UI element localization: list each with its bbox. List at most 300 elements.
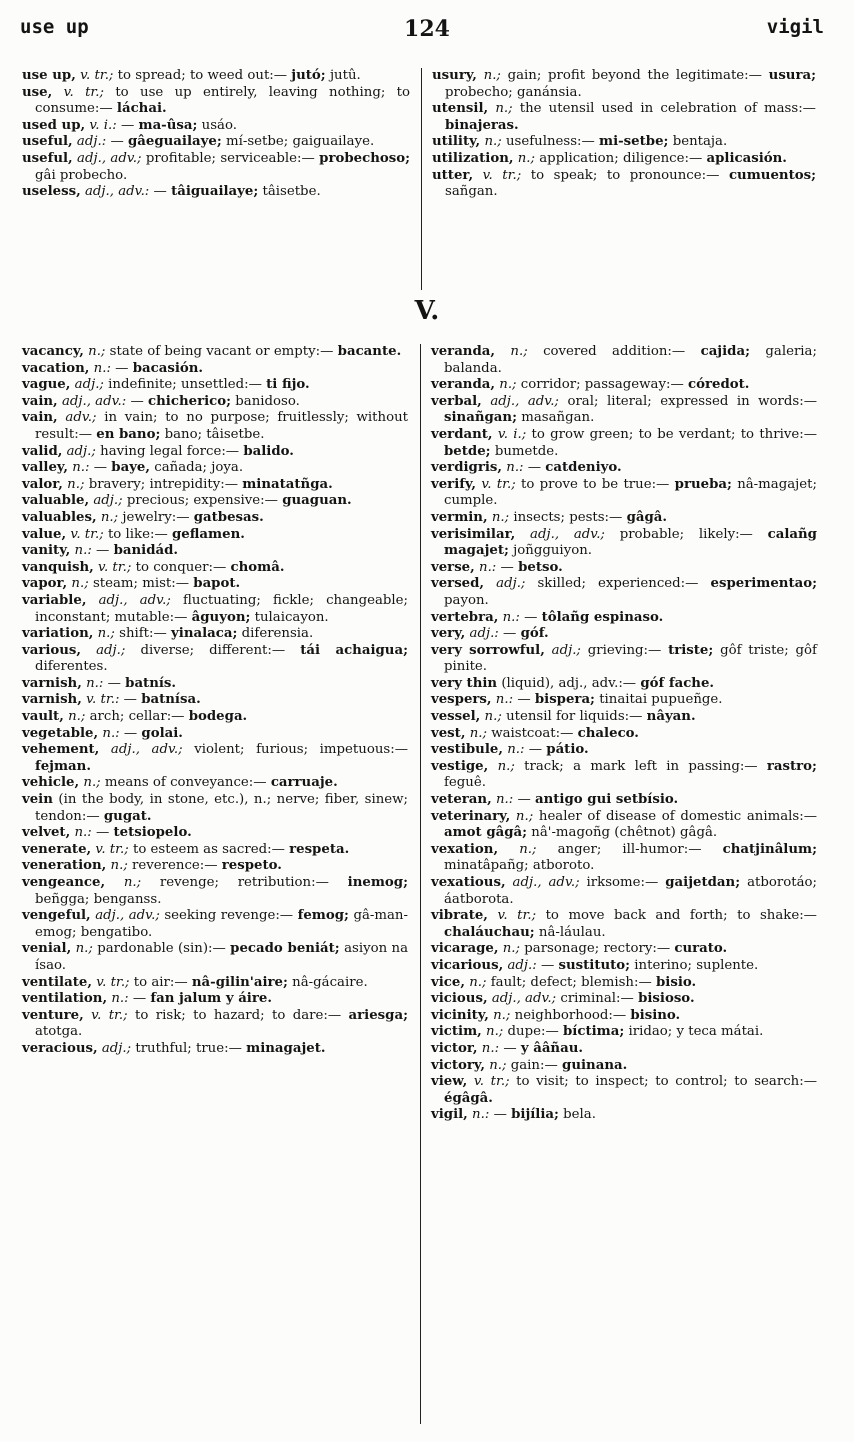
entry-part-of-speech: n.: [507, 742, 525, 758]
entry-part-of-speech: adj.: [76, 134, 107, 150]
entry-part-of-speech: v. tr.; [80, 68, 114, 83]
entry-headword: vest, [431, 725, 466, 741]
entry-definition: — [503, 626, 517, 642]
dictionary-entry [22, 477, 408, 494]
dictionary-entry [431, 1107, 817, 1124]
entry-translation: guinana. [562, 1057, 628, 1073]
entry-part-of-speech: n.; [486, 1024, 504, 1040]
entry-definition: to prove to be true:— [521, 476, 670, 492]
entry-translation: égâgâ. [444, 1090, 493, 1106]
dictionary-entry [431, 510, 817, 527]
entry-definition: grieving:— [587, 642, 662, 658]
entry-definition: — [517, 692, 531, 708]
entry-translation: góf fache. [640, 675, 715, 691]
dictionary-entry [431, 792, 817, 809]
entry-translation: golai. [141, 725, 183, 741]
entry-part-of-speech: adv.; [65, 410, 97, 426]
dictionary-entry [431, 643, 817, 676]
entry-extra-translation: tulaicayon. [254, 609, 329, 625]
entry-headword: vestibule, [431, 742, 503, 758]
entry-part-of-speech: n.; [83, 775, 101, 791]
entry-extra-translation: galeria; balanda. [444, 344, 817, 376]
entry-headword: vain, [22, 393, 58, 409]
entry-part-of-speech: n.; [517, 150, 536, 166]
entry-extra-translation: bela. [563, 1107, 596, 1123]
entry-extra-translation: usáo. [201, 117, 237, 133]
entry-definition: gain; profit beyond the legitimate:— [507, 68, 762, 83]
entry-extra-translation: jutû. [329, 68, 361, 83]
entry-definition: precious; expensive:— [126, 493, 278, 509]
entry-part-of-speech: n.: [102, 725, 120, 741]
entry-extra-translation: tinaitai pupueñge. [599, 692, 723, 708]
entry-translation: antigo gui setbísio. [535, 792, 679, 808]
entry-translation: tetsiopelo. [113, 825, 192, 841]
entry-headword: vegetable, [22, 725, 99, 741]
entry-translation: bíctima; [563, 1024, 625, 1040]
entry-extra-translation: minatâpañg; atboroto. [444, 858, 595, 874]
entry-headword: vicarage, [431, 941, 499, 957]
dictionary-entry [22, 692, 408, 709]
entry-extra-translation: bano; tâisetbe. [164, 426, 265, 442]
entry-definition: to air:— [133, 974, 188, 990]
dictionary-entry [22, 908, 408, 941]
entry-part-of-speech: n.; [489, 1057, 507, 1073]
entry-headword: vague, [22, 377, 71, 393]
entry-translation: balido. [243, 443, 294, 459]
entry-definition: means of conveyance:— [104, 775, 267, 791]
entry-definition: — [493, 1107, 507, 1123]
entry-part-of-speech: n.; [100, 509, 119, 525]
entry-part-of-speech: adj.; [93, 493, 123, 509]
entry-headword: use up, [22, 68, 76, 83]
entry-definition: dupe:— [507, 1024, 559, 1040]
entry-part-of-speech: n.; [97, 626, 115, 642]
dictionary-entry [431, 759, 817, 792]
entry-translation: minagajet. [246, 1040, 326, 1056]
entry-definition: — [110, 134, 124, 150]
entry-headword: velvet, [22, 825, 71, 841]
entry-extra-translation: atborotáo; áatborota. [444, 875, 817, 907]
entry-headword: vengeance, [22, 875, 106, 890]
section-letter-heading: V. [414, 296, 440, 326]
entry-translation: chomâ. [230, 559, 285, 575]
entry-translation: pecado beniát; [230, 941, 340, 957]
dictionary-entry [431, 427, 817, 460]
entry-headword: vanquish, [22, 559, 94, 575]
entry-part-of-speech: n.: [506, 460, 524, 476]
entry-definition: — [527, 460, 542, 476]
entry-translation: fejman. [35, 758, 91, 774]
entry-translation: bacasión. [132, 360, 204, 376]
dictionary-entry [431, 842, 817, 875]
entry-extra-translation: banidoso. [235, 393, 300, 409]
dictionary-entry [431, 875, 817, 908]
dictionary-entry [431, 1041, 817, 1058]
dictionary-entry [22, 775, 408, 792]
dictionary-entry [22, 460, 408, 477]
entry-definition: to move back and forth; to shake:— [545, 908, 817, 924]
dictionary-entry [431, 560, 817, 577]
entry-definition: utensil for liquids:— [506, 709, 643, 725]
entry-extra-translation: beñgga; benganss. [35, 891, 162, 907]
entry-part-of-speech: n.; [469, 725, 487, 741]
entry-part-of-speech: n.; [123, 875, 142, 890]
entry-extra-translation: interino; suplente. [634, 957, 759, 973]
entry-definition: shift:— [119, 626, 167, 642]
entry-part-of-speech: adj., adv.; [95, 908, 160, 924]
entry-definition: to use up entirely, leaving nothing; to consume:— [35, 84, 410, 117]
entry-extra-translation: diferentes. [35, 659, 108, 675]
entry-headword: vicious, [431, 991, 488, 1007]
entry-headword: victor, [431, 1040, 478, 1056]
entry-headword: veteran, [431, 792, 492, 808]
entry-headword: useful, [22, 150, 73, 166]
entry-part-of-speech: v. tr.; [91, 1007, 128, 1023]
entry-translation: chaleco. [577, 725, 639, 741]
entry-headword: vengeful, [22, 908, 91, 924]
entry-definition: fluctuating; fickle; changeable; inconstant; mutable:— [35, 592, 408, 625]
page-header [0, 16, 854, 48]
entry-extra-translation: mí-setbe; gaiguailaye. [225, 134, 375, 150]
entry-extra-translation: nâ-gácaire. [292, 974, 368, 990]
entry-headword: vacation, [22, 360, 90, 376]
entry-headword: vexation, [431, 841, 499, 857]
entry-part-of-speech: v. tr.: [86, 692, 120, 708]
entry-headword: utilization, [432, 150, 514, 166]
entry-headword: vestige, [431, 758, 489, 774]
entry-translation: nâyan. [646, 709, 696, 725]
dictionary-entry [431, 709, 817, 726]
entry-headword: valley, [22, 460, 68, 476]
dictionary-entry [431, 975, 817, 992]
entry-headword: vanity, [22, 543, 71, 559]
entry-translation: aplicasión. [706, 150, 787, 166]
dictionary-entry [22, 361, 408, 378]
entry-part-of-speech: n.: [74, 543, 92, 559]
dictionary-entry [431, 941, 817, 958]
entry-headword: valuables, [22, 509, 97, 525]
entry-part-of-speech: n.; [483, 68, 501, 83]
entry-part-of-speech: v. tr.; [481, 476, 516, 492]
entry-part-of-speech: adj., adv.; [98, 592, 171, 608]
entry-extra-translation: joñgguiyon. [513, 543, 592, 559]
entry-extra-translation: gâ-man-emog; bengatibo. [35, 908, 408, 940]
entry-translation: tâiguailaye; [171, 184, 259, 200]
entry-translation: bapot. [193, 576, 241, 592]
dictionary-entry [431, 908, 817, 941]
entry-part-of-speech: n.: [72, 460, 90, 476]
entry-translation: calañg magajet; [444, 526, 817, 559]
entry-translation: probechoso; [319, 150, 410, 166]
entry-headword: veterinary, [431, 808, 511, 824]
entry-translation: curato. [674, 941, 728, 957]
entry-translation: respeta. [289, 841, 350, 857]
entry-translation: betde; [444, 443, 491, 459]
entry-part-of-speech: v. tr.; [63, 84, 105, 100]
dictionary-entry [431, 742, 817, 759]
entry-translation: gaijetdan; [665, 875, 741, 890]
entry-definition: pardonable (sin):— [97, 941, 226, 957]
entry-part-of-speech: adj., adv.; [77, 150, 142, 166]
entry-definition: oral; literal; expressed in words:— [567, 393, 818, 409]
dictionary-entry [22, 593, 408, 626]
entry-part-of-speech: n.; [502, 941, 521, 957]
entry-definition: irksome:— [586, 875, 659, 890]
dictionary-entry [431, 809, 817, 842]
header-guide-word-last: vigil [766, 16, 824, 38]
dictionary-entry [431, 676, 817, 693]
dictionary-entry [22, 941, 408, 974]
entry-definition: — [115, 360, 129, 376]
entry-translation: geflamen. [172, 526, 245, 542]
right-column [431, 344, 817, 1124]
entry-extra-translation: nâ'-magoñg (chêtnot) gâgâ. [531, 825, 718, 841]
entry-translation: guaguan. [282, 493, 352, 509]
entry-headword: valor, [22, 476, 63, 492]
dictionary-entry [22, 493, 408, 510]
entry-translation: láchai. [116, 101, 167, 117]
entry-definition: to visit; to inspect; to control; to search:— [516, 1074, 817, 1090]
entry-definition: profitable; serviceable:— [145, 150, 315, 166]
dictionary-entry [22, 85, 410, 118]
entry-definition: seeking revenge:— [164, 908, 294, 924]
entry-headword: used up, [22, 117, 86, 133]
dictionary-entry [431, 626, 817, 643]
entry-translation: ti fijo. [266, 377, 310, 393]
entry-part-of-speech: n.; [88, 344, 106, 359]
entry-definition: usefulness:— [505, 134, 595, 150]
entry-headword: use, [22, 84, 53, 100]
entry-headword: vapor, [22, 576, 68, 592]
entry-headword: vertebra, [431, 609, 499, 625]
entry-definition: — [500, 559, 514, 575]
entry-headword: utility, [432, 134, 481, 150]
entry-part-of-speech: n.; [484, 709, 502, 725]
entry-headword: vessel, [431, 709, 481, 725]
entry-translation: chicherico; [148, 393, 232, 409]
top-right-column [432, 68, 816, 201]
dictionary-entry [22, 626, 408, 643]
entry-translation: bodega. [188, 709, 248, 725]
entry-headword: vacancy, [22, 344, 84, 359]
entry-headword: ventilation, [22, 991, 108, 1007]
dictionary-entry [431, 726, 817, 743]
dictionary-entry [431, 377, 817, 394]
dictionary-entry [22, 643, 408, 676]
entry-translation: banidád. [113, 543, 179, 559]
dictionary-entry [22, 726, 408, 743]
entry-part-of-speech: n.; [510, 344, 528, 359]
entry-headword: vault, [22, 709, 64, 725]
entry-headword: vehicle, [22, 775, 80, 791]
entry-headword: valuable, [22, 493, 90, 509]
dictionary-entry [431, 394, 817, 427]
entry-translation: baye, [111, 460, 151, 476]
dictionary-entry [22, 1008, 408, 1041]
entry-part-of-speech: v. tr.; [497, 908, 537, 924]
dictionary-entry [22, 842, 408, 859]
entry-definition: track; a mark left in passing:— [524, 758, 758, 774]
entry-part-of-speech: n.; [493, 1007, 511, 1023]
entry-definition: probable; likely:— [619, 526, 753, 542]
entry-headword: view, [431, 1074, 468, 1090]
entry-definition: to conquer:— [135, 559, 227, 575]
dictionary-entry [22, 68, 410, 85]
dictionary-entry [22, 975, 408, 992]
entry-definition: truthful; true:— [135, 1040, 242, 1056]
entry-part-of-speech: v. tr.; [98, 559, 132, 575]
entry-definition: — [517, 792, 531, 808]
entry-translation: bacante. [337, 344, 402, 359]
entry-definition: to speak; to pronounce:— [530, 167, 720, 183]
entry-translation: en bano; [96, 426, 161, 442]
entry-part-of-speech: v. tr.; [96, 974, 130, 990]
entry-translation: minatatñga. [242, 476, 333, 492]
dictionary-entry [22, 151, 410, 184]
entry-translation: córedot. [688, 377, 750, 393]
entry-headword: victim, [431, 1024, 482, 1040]
entry-definition: — [153, 184, 167, 200]
entry-translation: respeto. [221, 858, 282, 874]
header-guide-word-first: use up [20, 16, 89, 38]
entry-headword: very sorrowful, [431, 642, 545, 658]
dictionary-entry [431, 991, 817, 1008]
entry-headword: verisimilar, [431, 526, 516, 542]
entry-part-of-speech: adj., adv.; [110, 742, 183, 758]
entry-definition: — [123, 692, 137, 708]
entry-translation: nâ-gilin'aire; [191, 974, 288, 990]
dictionary-entry [431, 1074, 817, 1107]
entry-translation: bijília; [511, 1107, 559, 1123]
dictionary-entry [22, 1041, 408, 1058]
entry-translation: amot gâgâ; [444, 825, 528, 841]
entry-definition: anger; ill-humor:— [557, 841, 702, 857]
entry-definition: — [123, 725, 138, 741]
entry-translation: binajeras. [445, 117, 519, 133]
dictionary-entry [22, 825, 408, 842]
entry-definition: gain:— [510, 1057, 558, 1073]
dictionary-entry [431, 344, 817, 377]
entry-translation: femog; [297, 908, 349, 924]
entry-part-of-speech: adj., adv.; [491, 991, 557, 1007]
entry-translation: góf. [520, 626, 549, 642]
dictionary-entry [431, 527, 817, 560]
entry-translation: pátio. [546, 742, 589, 758]
entry-definition: neighborhood:— [514, 1007, 627, 1023]
entry-headword: verdant, [431, 426, 493, 442]
entry-headword: verify, [431, 476, 477, 492]
entry-part-of-speech: adj.: [507, 957, 537, 973]
entry-definition: to spread; to weed out:— [117, 68, 288, 83]
entry-headword: vein [22, 792, 53, 808]
entry-headword: veneration, [22, 858, 107, 874]
entry-headword: vermin, [431, 509, 488, 525]
entry-definition: — [503, 1040, 517, 1056]
entry-definition: indefinite; unsettled:— [108, 377, 262, 393]
dictionary-entry [431, 1008, 817, 1025]
dictionary-entry [22, 742, 408, 775]
entry-extra-translation: gôf triste; gôf pinite. [444, 642, 817, 675]
entry-part-of-speech: adj.: [469, 626, 499, 642]
entry-headword: vexatious, [431, 875, 506, 890]
entry-extra-translation: sañgan. [445, 184, 498, 200]
dictionary-entry [22, 377, 408, 394]
entry-definition: — [132, 991, 147, 1007]
entry-headword: varnish, [22, 675, 82, 691]
entry-definition: reverence:— [132, 858, 218, 874]
entry-extra-translation: feguê. [444, 775, 486, 791]
entry-headword: vice, [431, 974, 465, 990]
entry-headword: venial, [22, 941, 72, 957]
entry-part-of-speech: n.; [515, 808, 534, 824]
entry-extra-translation: masañgan. [521, 410, 595, 426]
entry-part-of-speech: n.; [469, 974, 487, 990]
entry-translation: triste; [668, 642, 714, 658]
dictionary-entry [432, 68, 816, 101]
entry-definition: in vain; to no purpose; fruitlessly; without result:— [35, 410, 408, 442]
entry-translation: fan jalum y áire. [150, 991, 272, 1007]
entry-part-of-speech: v. tr.; [482, 167, 522, 183]
entry-translation: jutó; [291, 68, 326, 83]
entry-headword: variation, [22, 626, 94, 642]
dictionary-entry [22, 858, 408, 875]
entry-translation: cumuentos; [728, 167, 816, 183]
entry-definition: revenge; retribution:— [159, 875, 329, 890]
entry-part-of-speech: n.: [86, 675, 104, 691]
entry-definition: to risk; to hazard; to dare:— [135, 1007, 342, 1023]
entry-translation: bisioso. [638, 991, 695, 1007]
entry-definition: — [130, 393, 144, 409]
entry-definition: application; diligence:— [539, 150, 703, 166]
entry-part-of-speech: adj., adv.; [512, 875, 580, 890]
entry-translation: sinañgan; [444, 410, 517, 426]
entry-part-of-speech: n.; [110, 858, 128, 874]
entry-headword: verse, [431, 559, 475, 575]
dictionary-entry [22, 344, 408, 361]
entry-definition: to grow green; to be verdant; to thrive:— [531, 426, 817, 442]
entry-part-of-speech: n.: [74, 825, 92, 841]
entry-translation: esperimentao; [710, 576, 817, 592]
entry-headword: vicinity, [431, 1007, 489, 1023]
entry-extra-translation: bumetde. [494, 443, 559, 459]
entry-headword: vehement, [22, 742, 100, 758]
entry-part-of-speech: n.: [479, 559, 497, 575]
dictionary-entry [431, 1024, 817, 1041]
entry-translation: yinalaca; [171, 626, 238, 642]
dictionary-entry [22, 875, 408, 908]
dictionary-entry [22, 527, 408, 544]
entry-part-of-speech: adj., adv.; [490, 393, 559, 409]
entry-headword: victory, [431, 1057, 485, 1073]
entry-definition: the utensil used in celebration of mass:— [519, 101, 816, 117]
dictionary-entry [22, 709, 408, 726]
entry-translation: chatjinâlum; [722, 841, 818, 857]
dictionary-entry [431, 477, 817, 510]
dictionary-entry [22, 543, 408, 560]
entry-headword: very, [431, 626, 466, 642]
entry-definition: diverse; different:— [140, 642, 286, 658]
main-column-divider [420, 344, 421, 1424]
entry-extra-translation: payon. [444, 592, 489, 608]
entry-headword: usury, [432, 68, 477, 83]
entry-translation: gatbesas. [193, 509, 264, 525]
entry-definition: — [540, 957, 555, 973]
entry-translation: prueba; [674, 476, 732, 492]
dictionary-entry [22, 510, 408, 527]
entry-definition: (in the body, in stone, etc.), n.; nerve; fiber, sinew; tendon:— [35, 792, 409, 824]
entry-part-of-speech: n.; [491, 509, 510, 525]
entry-headword: vigil, [431, 1107, 468, 1123]
